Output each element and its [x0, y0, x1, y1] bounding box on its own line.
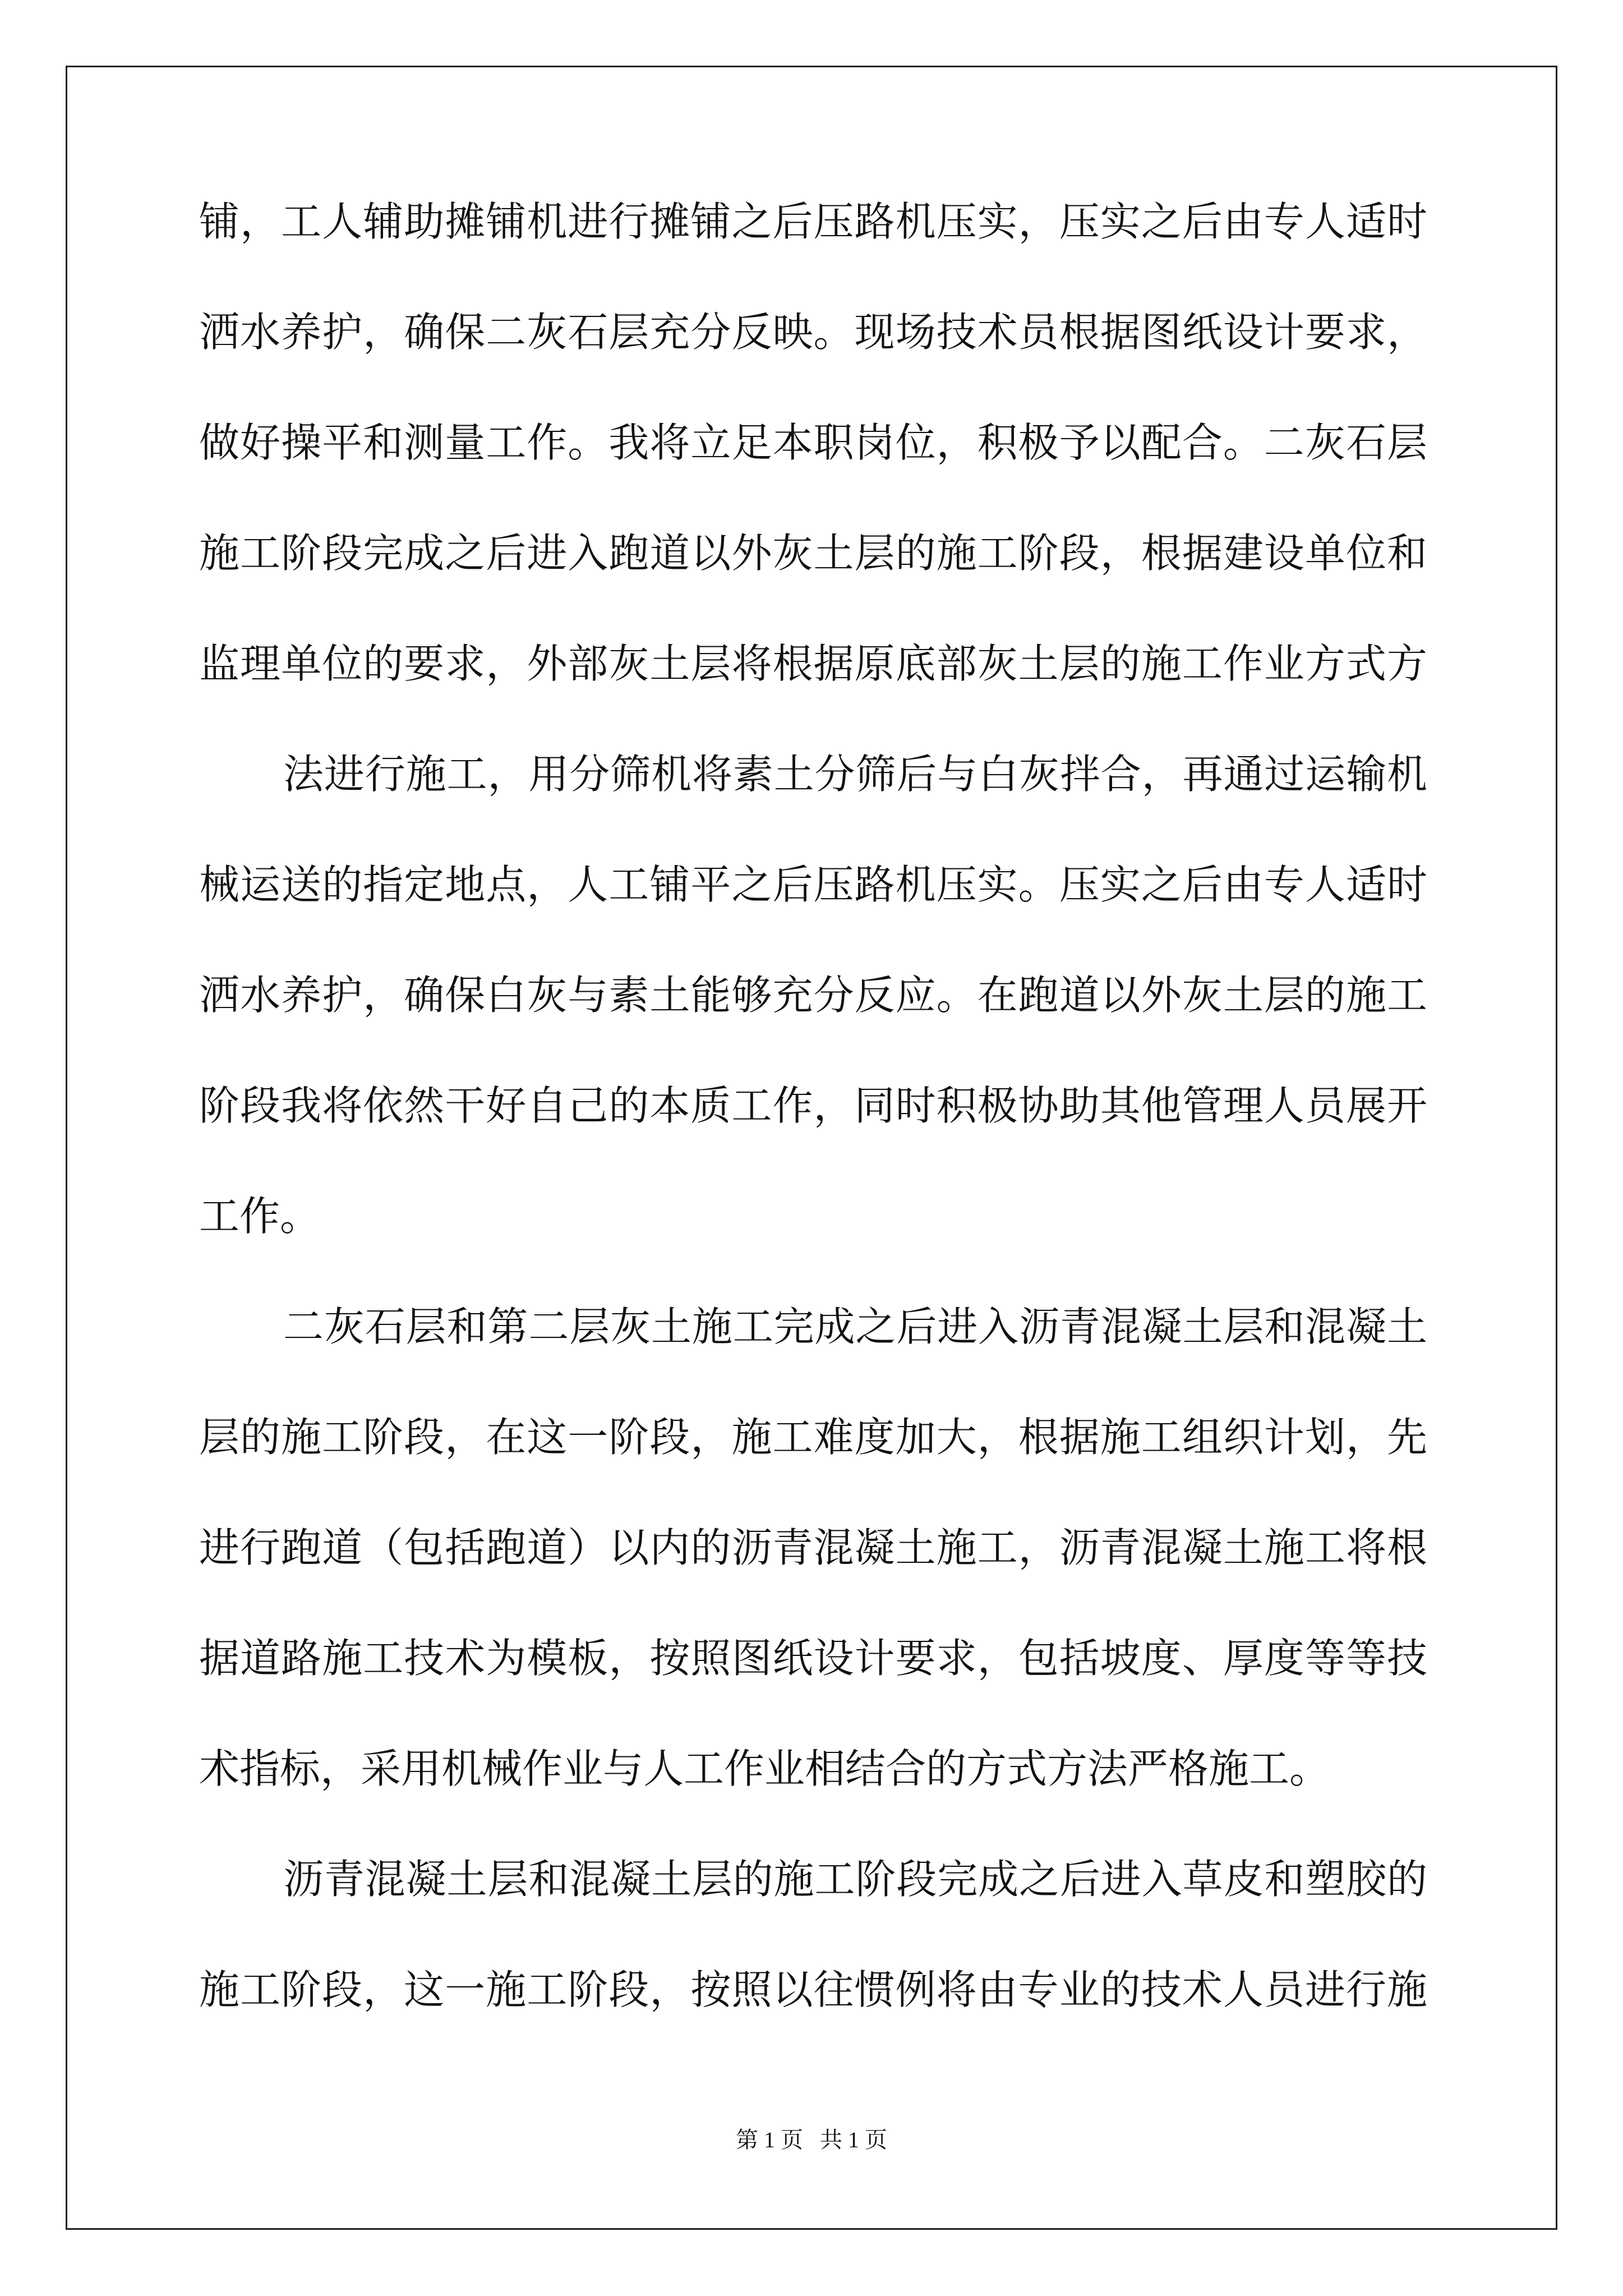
text-line: 进行跑道（包括跑道）以内的沥青混凝土施工，沥青混凝土施工将根	[199, 1524, 1427, 1571]
text-line: 铺，工人辅助摊铺机进行摊铺之后压路机压实，压实之后由专人适时	[199, 198, 1427, 245]
text-line: 施工阶段完成之后进入跑道以外灰土层的施工阶段，根据建设单位和	[199, 530, 1427, 577]
text-line: 洒水养护，确保白灰与素土能够充分反应。在跑道以外灰土层的施工	[199, 972, 1427, 1019]
page-footer: 第 1 页 共 1 页	[736, 2127, 887, 2152]
text-line: 监理单位的要求，外部灰土层将根据原底部灰土层的施工作业方式方	[199, 640, 1427, 687]
text-line: 工作。	[199, 1193, 321, 1240]
text-line: 沥青混凝土层和混凝土层的施工阶段完成之后进入草皮和塑胶的	[283, 1856, 1427, 1903]
text-line: 据道路施工技术为模板，按照图纸设计要求，包括坡度、厚度等等技	[199, 1635, 1427, 1682]
text-line: 术指标，采用机械作业与人工作业相结合的方式方法严格施工。	[199, 1745, 1330, 1792]
text-line: 械运送的指定地点，人工铺平之后压路机压实。压实之后由专人适时	[199, 861, 1427, 908]
text-line: 洒水养护，确保二灰石层充分反映。现场技术员根据图纸设计要求，	[199, 309, 1427, 356]
text-line: 二灰石层和第二层灰土施工完成之后进入沥青混凝土层和混凝土	[283, 1303, 1427, 1350]
text-line: 做好操平和测量工作。我将立足本职岗位，积极予以配合。二灰石层	[199, 419, 1427, 466]
text-line: 法进行施工，用分筛机将素土分筛后与白灰拌合，再通过运输机	[283, 751, 1427, 798]
page-border	[66, 66, 1557, 2230]
text-line: 层的施工阶段，在这一阶段，施工难度加大，根据施工组织计划，先	[199, 1414, 1427, 1461]
text-line: 施工阶段，这一施工阶段，按照以往惯例将由专业的技术人员进行施	[199, 1966, 1427, 2013]
text-line: 阶段我将依然干好自己的本质工作，同时积极协助其他管理人员展开	[199, 1082, 1427, 1129]
